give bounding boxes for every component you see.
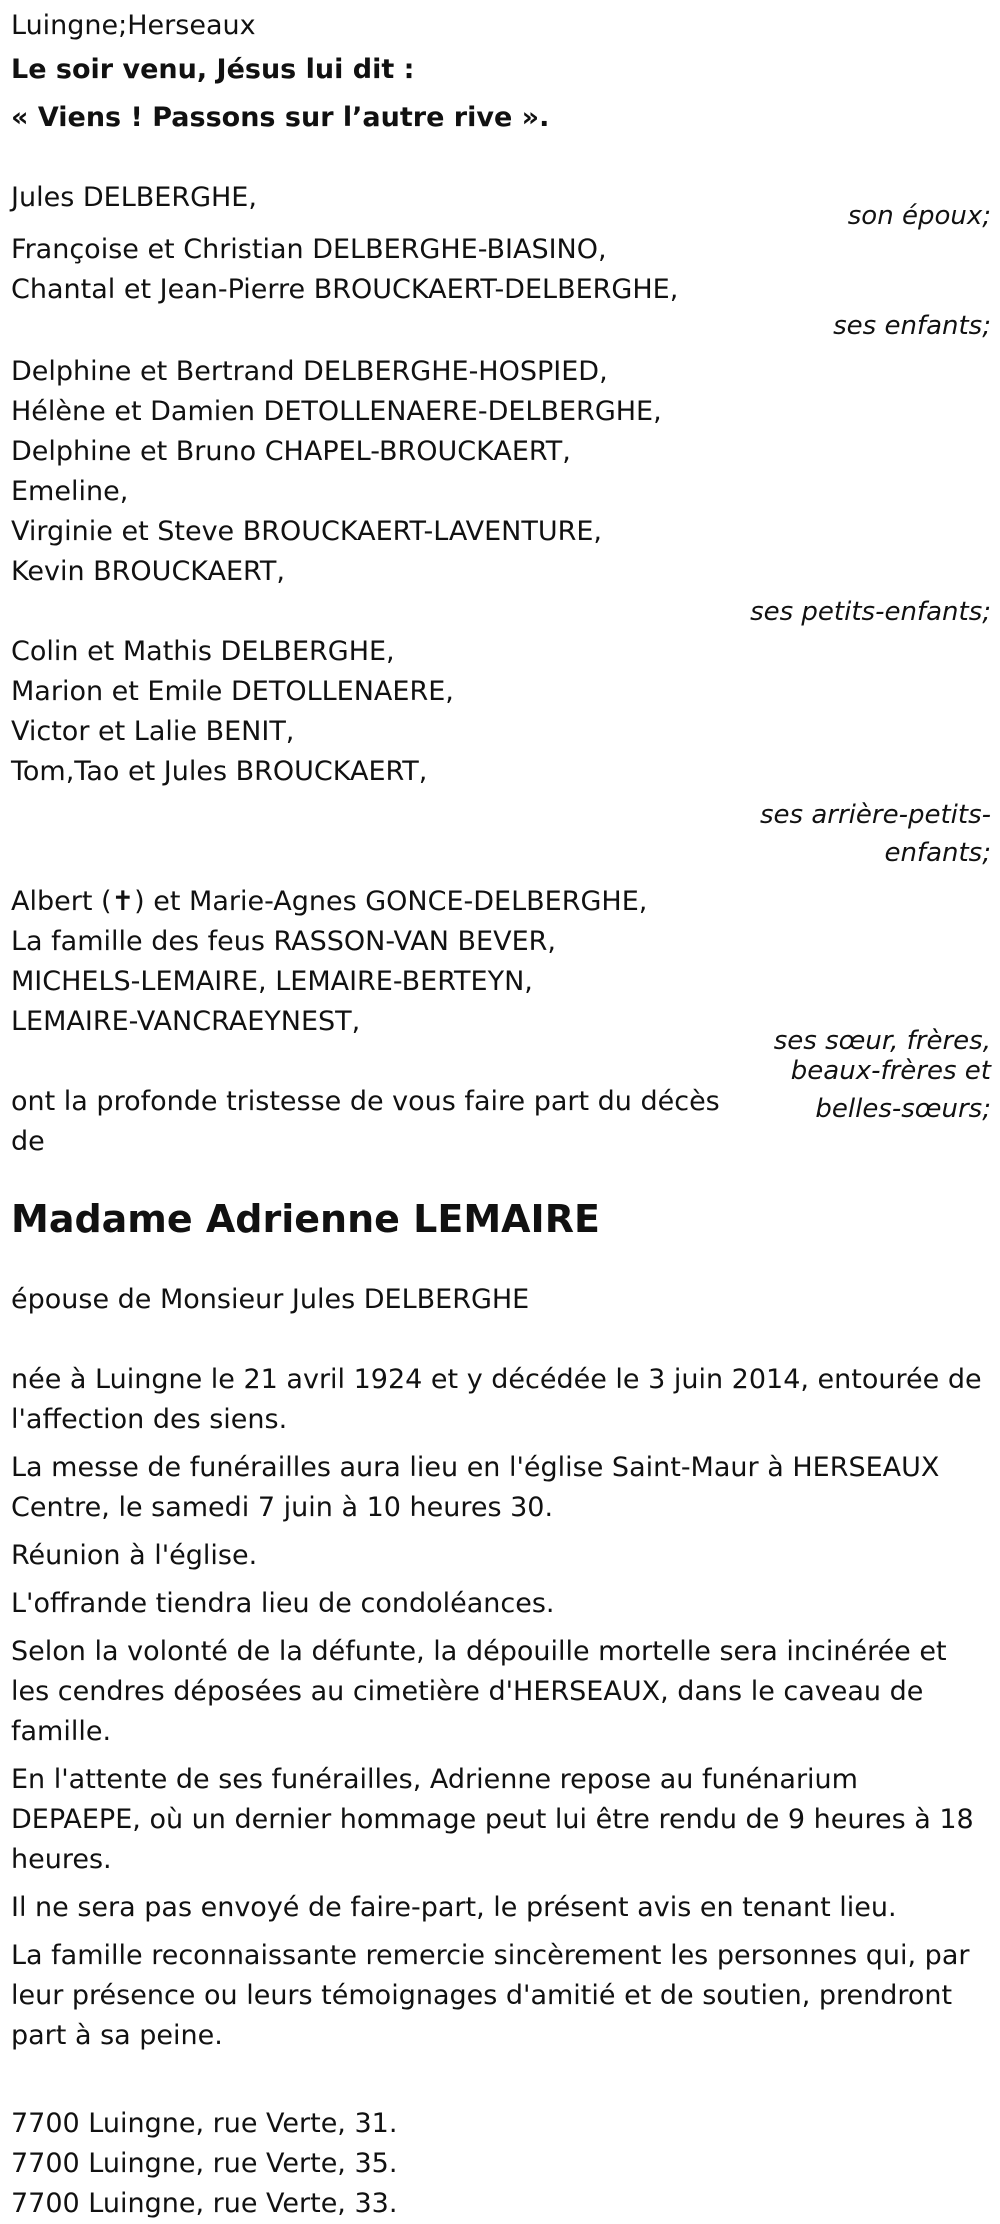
family-group-siblings xyxy=(11,882,993,1042)
announcement-block xyxy=(11,1026,993,1158)
family-name-line: Emeline, xyxy=(11,476,129,507)
family-role-line: beaux-frères et xyxy=(790,1056,991,1086)
family-name-line: Marion et Emile DETOLLENAERE, xyxy=(11,676,454,707)
address-line: 7700 Luingne, rue Verte, 33. xyxy=(11,2188,398,2219)
family-name-line: La famille des feus RASSON-VAN BEVER, xyxy=(11,926,556,957)
family-name-line: Delphine et Bertrand DELBERGHE-HOSPIED, xyxy=(11,356,608,387)
family-name-line: MICHELS-LEMAIRE, LEMAIRE-BERTEYN, xyxy=(11,966,533,997)
family-name-line: Delphine et Bruno CHAPEL-BROUCKAERT, xyxy=(11,436,571,467)
quote-line-2: « Viens ! Passons sur l’autre rive ». xyxy=(11,102,550,133)
place-heading: Luingne;Herseaux xyxy=(11,10,256,41)
family-name-line: Chantal et Jean-Pierre BROUCKAERT-DELBERGHE, xyxy=(11,274,679,305)
paragraph-funeral-mass: La messe de funérailles aura lieu en l'église Saint-Maur à HERSEAUX Centre, le samedi 7 juin à 10 heures 30. xyxy=(11,1452,940,1523)
family-role xyxy=(11,796,993,872)
announcement-text: ont la profonde tristesse de vous faire part du décès de xyxy=(11,1086,720,1157)
address-line: 7700 Luingne, rue Verte, 35. xyxy=(11,2148,398,2179)
family-name-line: Jules DELBERGHE, xyxy=(11,182,257,213)
family-role-line: ses arrière-petits- xyxy=(760,800,991,830)
address-list xyxy=(11,2104,993,2224)
family-group-great-grandchildren xyxy=(11,632,993,872)
deceased-name: Madame Adrienne LEMAIRE xyxy=(11,1197,600,1241)
paragraph-cremation: Selon la volonté de la défunte, la dépouille mortelle sera incinérée et les cendres déposées au cimetière d'HERSEAUX, dans le caveau de famille. xyxy=(11,1636,947,1747)
family-role: ses enfants; xyxy=(833,311,991,341)
paragraph-meeting: Réunion à l'église. xyxy=(11,1540,258,1571)
quote-line-1: Le soir venu, Jésus lui dit : xyxy=(11,54,415,85)
obituary-notice xyxy=(11,6,993,2224)
family-role xyxy=(774,1026,993,1124)
family-role-line: ses sœur, frères, xyxy=(773,1026,991,1056)
family-group-spouse xyxy=(11,178,993,236)
family-name-line: Albert (✝) et Marie-Agnes GONCE-DELBERGHE, xyxy=(11,886,648,917)
family-name-line: Colin et Mathis DELBERGHE, xyxy=(11,636,395,667)
family-name-line: Hélène et Damien DETOLLENAERE-DELBERGHE, xyxy=(11,396,662,427)
deceased-spouse-line: épouse de Monsieur Jules DELBERGHE xyxy=(11,1284,530,1315)
paragraph-thanks: La famille reconnaissante remercie sincèrement les personnes qui, par leur présence ou leurs témoignages d'amitié et de soutien, prendront part à sa peine. xyxy=(11,1940,970,2051)
family-name-line: Françoise et Christian DELBERGHE-BIASINO, xyxy=(11,234,607,265)
family-role: son époux; xyxy=(847,201,991,231)
family-name-line: Virginie et Steve BROUCKAERT-LAVENTURE, xyxy=(11,516,602,547)
paragraph-no-card: Il ne sera pas envoyé de faire-part, le présent avis en tenant lieu. xyxy=(11,1892,897,1923)
paragraph-funeral-home: En l'attente de ses funérailles, Adrienne repose au funénarium DEPAEPE, où un dernier hommage peut lui être rendu de 9 heures à 18 heures. xyxy=(11,1764,974,1875)
paragraph-offering: L'offrande tiendra lieu de condoléances. xyxy=(11,1588,555,1619)
paragraph-birth-death: née à Luingne le 21 avril 1924 et y décédée le 3 juin 2014, entourée de l'affection des siens. xyxy=(11,1364,982,1435)
family-group-children xyxy=(11,230,993,346)
family-role: ses petits-enfants; xyxy=(750,597,991,627)
family-group-grandchildren xyxy=(11,352,993,632)
address-line: 7700 Luingne, rue Verte, 31. xyxy=(11,2108,398,2139)
family-name-line: Victor et Lalie BENIT, xyxy=(11,716,295,747)
family-name-line: LEMAIRE-VANCRAEYNEST, xyxy=(11,1006,361,1037)
family-role-line: enfants; xyxy=(884,838,991,868)
family-role-line: belles-sœurs; xyxy=(815,1094,991,1124)
family-name-line: Tom,Tao et Jules BROUCKAERT, xyxy=(11,756,428,787)
family-name-line: Kevin BROUCKAERT, xyxy=(11,556,285,587)
